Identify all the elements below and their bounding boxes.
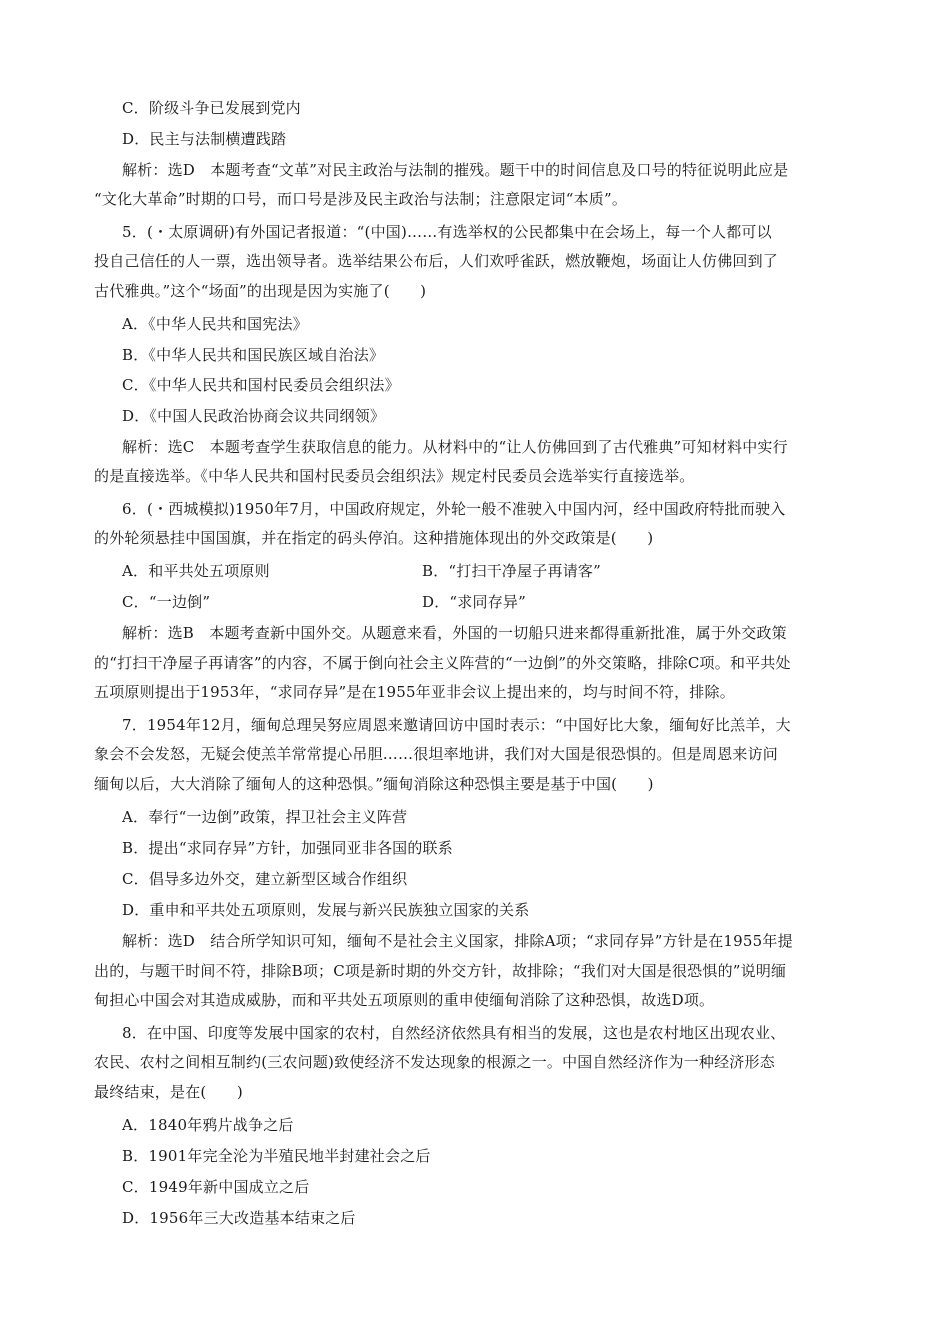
q6-option-b: B．“打扫干净屋子再请客”: [422, 562, 601, 580]
q6-analysis-line-1: 解析：选B 本题考查新中国外交。从题意来看，外国的一切船只进来都得重新批准，属于外交政策: [122, 624, 787, 642]
q8-stem-line-1: 8．在中国、印度等发展中国家的农村，自然经济依然具有相当的发展，这也是农村地区出现农业、: [122, 1024, 786, 1042]
q7-option-b: B．提出“求同存异”方针，加强同亚非各国的联系: [122, 839, 453, 857]
q8-option-b: B．1901年完全沦为半殖民地半封建社会之后: [122, 1147, 431, 1165]
q7-analysis-line-3: 甸担心中国会对其造成威胁，而和平共处五项原则的重申使缅甸消除了这种恐惧，故选D项。: [94, 991, 715, 1009]
q6-analysis-line-3: 五项原则提出于1953年，“求同存异”是在1955年亚非会议上提出来的，均与时间不符，排除。: [94, 683, 735, 701]
q6-stem-line-1: 6．(・西城模拟)1950年7月，中国政府规定，外轮一般不准驶入中国内河，经中国政府特批而驶入: [122, 500, 786, 518]
q8-stem-line-2: 农民、农村之间相互制约(三农问题)致使经济不发达现象的根源之一。中国自然经济作为一种经济形态: [94, 1053, 775, 1071]
q8-stem-line-3: 最终结束，是在( ): [94, 1083, 243, 1101]
q7-option-c: C．倡导多边外交，建立新型区域合作组织: [122, 870, 408, 888]
q5-analysis-line-1: 解析：选C 本题考查学生获取信息的能力。从材料中的“让人仿佛回到了古代雅典”可知材料中实行: [122, 438, 788, 456]
q4-option-c: C．阶级斗争已发展到党内: [122, 99, 301, 117]
q5-option-b: B．《中华人民共和国民族区域自治法》: [122, 346, 385, 364]
q5-option-d: D．《中国人民政治协商会议共同纲领》: [122, 407, 386, 425]
q6-option-a: A．和平共处五项原则: [122, 562, 270, 580]
q7-stem-line-3: 缅甸以后，大大消除了缅甸人的这种恐惧。”缅甸消除这种恐惧主要是基于中国( ): [94, 775, 654, 793]
q5-stem-line-2: 投自己信任的人一票，选出领导者。选举结果公布后，人们欢呼雀跃，燃放鞭炮，场面让人仿佛回到了: [94, 252, 779, 270]
q8-option-a: A．1840年鸦片战争之后: [122, 1116, 294, 1134]
q4-analysis-line-2: “文化大革命”时期的口号，而口号是涉及民主政治与法制；注意限定词“本质”。: [94, 190, 628, 208]
q7-stem-line-2: 象会不会发怒，无疑会使羔羊常常提心吊胆……很坦率地讲，我们对大国是很恐惧的。但是周恩来访问: [94, 745, 779, 763]
q7-analysis-line-1: 解析：选D 结合所学知识可知，缅甸不是社会主义国家，排除A项；“求同存异”方针是在1955年提: [122, 932, 793, 950]
q6-option-c: C．“一边倒”: [122, 593, 211, 611]
q5-stem-line-1: 5．(・太原调研)有外国记者报道：“(中国)……有选举权的公民都集中在会场上，每一个人都可以: [122, 223, 772, 241]
q5-analysis-line-2: 的是直接选举。《中华人民共和国村民委员会组织法》规定村民委员会选举实行直接选举。: [94, 467, 695, 485]
q4-analysis-line-1: 解析：选D 本题考查“文革”对民主政治与法制的摧残。题干中的时间信息及口号的特征说明此应是: [122, 161, 789, 179]
q8-option-d: D．1956年三大改造基本结束之后: [122, 1209, 356, 1227]
q8-option-c: C．1949年新中国成立之后: [122, 1178, 310, 1196]
q5-stem-line-3: 古代雅典。”这个“场面”的出现是因为实施了( ): [94, 282, 427, 300]
q5-option-a: A．《中华人民共和国宪法》: [122, 315, 308, 333]
q7-option-d: D．重申和平共处五项原则，发展与新兴民族独立国家的关系: [122, 901, 530, 919]
q7-option-a: A．奉行“一边倒”政策，捍卫社会主义阵营: [122, 808, 408, 826]
q7-stem-line-1: 7．1954年12月，缅甸总理吴努应周恩来邀请回访中国时表示：“中国好比大象，缅甸好比羔羊，大: [122, 716, 791, 734]
q6-option-d: D．“求同存异”: [422, 593, 526, 611]
q6-analysis-line-2: 的“打扫干净屋子再请客”的内容，不属于倒向社会主义阵营的“一边倒”的外交策略，排除C项。和平共处: [94, 654, 791, 672]
q4-option-d: D．民主与法制横遭践踏: [122, 130, 287, 148]
q5-option-c: C．《中华人民共和国村民委员会组织法》: [122, 376, 400, 394]
q6-stem-line-2: 的外轮须悬挂中国国旗，并在指定的码头停泊。这种措施体现出的外交政策是( ): [94, 529, 654, 547]
q7-analysis-line-2: 出的，与题干时间不符，排除B项；C项是新时期的外交方针，故排除；“我们对大国是很恐惧的”说明缅: [94, 962, 787, 980]
